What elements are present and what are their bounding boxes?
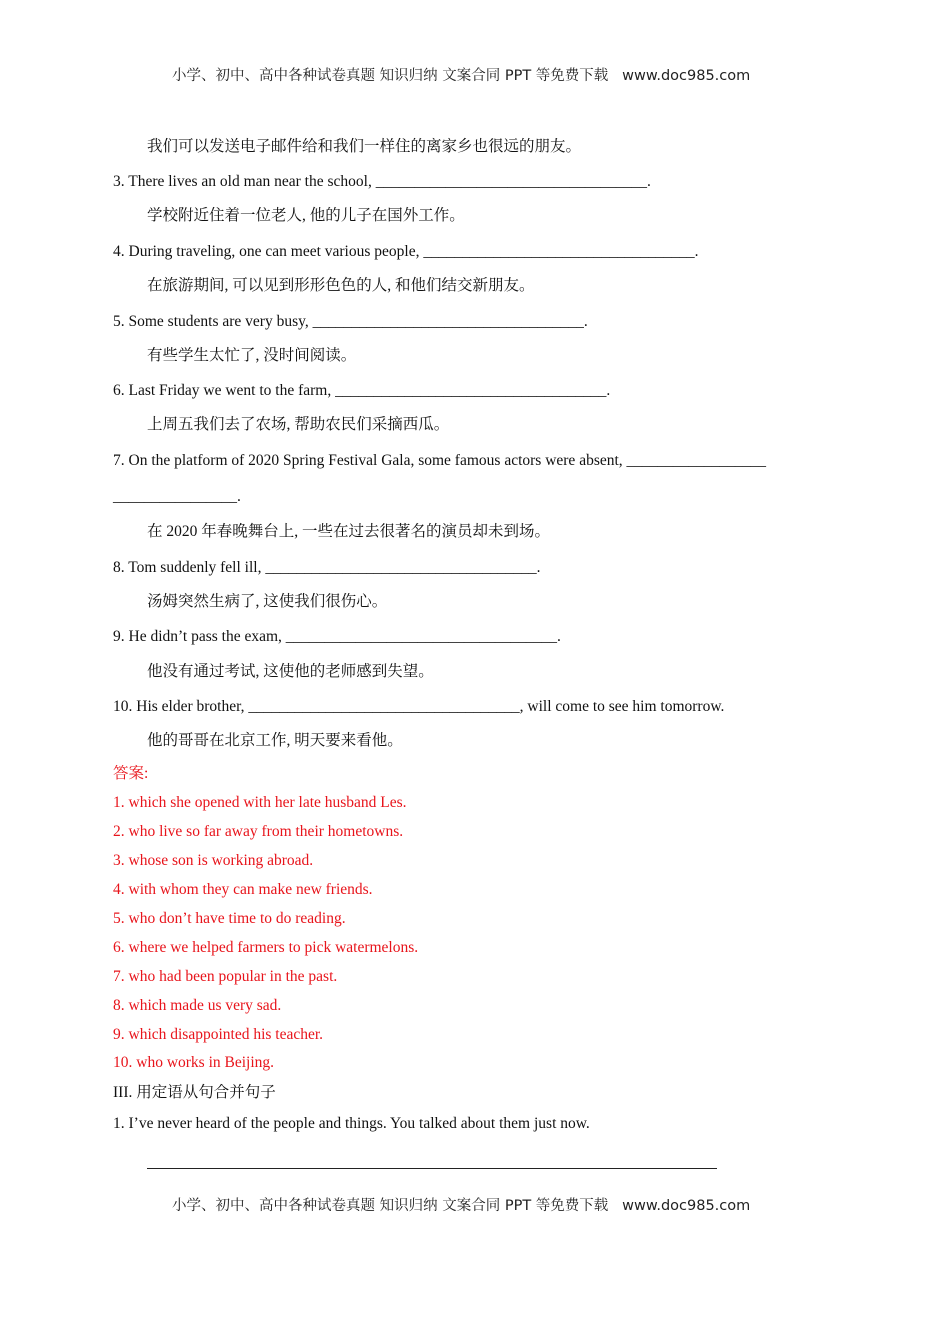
translation-6: 上周五我们去了农场, 帮助农民们采摘西瓜。 [147,416,450,433]
answers-title: 答案: [113,765,149,782]
question-4: 4. During traveling, one can meet various people, ___________________________________. [113,243,699,260]
translation-4: 在旅游期间, 可以见到形形色色的人, 和他们结交新朋友。 [147,277,535,294]
section-3-heading: III. 用定语从句合并句子 [113,1084,276,1101]
question-5: 5. Some students are very busy, ___________________________________. [113,313,588,330]
answer-blank-line [147,1168,717,1169]
answer-8: 8. which made us very sad. [113,997,282,1014]
answer-2: 2. who live so far away from their hometowns. [113,823,404,840]
question-9: 9. He didn’t pass the exam, ___________________________________. [113,628,561,645]
answer-5: 5. who don’t have time to do reading. [113,910,346,927]
question-8: 8. Tom suddenly fell ill, ___________________________________. [113,559,541,576]
question-7: 7. On the platform of 2020 Spring Festival Gala, some famous actors were absent, __________________ [113,452,767,469]
translation-10: 他的哥哥在北京工作, 明天要来看他。 [147,732,403,749]
translation-9: 他没有通过考试, 这使他的老师感到失望。 [147,663,434,680]
answer-3: 3. whose son is working abroad. [113,852,314,869]
translation-7: 在 2020 年春晚舞台上, 一些在过去很著名的演员却未到场。 [147,523,551,540]
answer-1: 1. which she opened with her late husband Les. [113,794,407,811]
answer-10: 10. who works in Beijing. [113,1054,275,1071]
answer-7: 7. who had been popular in the past. [113,968,338,985]
translation-5: 有些学生太忙了, 没时间阅读。 [147,347,357,364]
page-footer: 小学、初中、高中各种试卷真题 知识归纳 文案合同 PPT 等免费下载 www.doc985.com [172,1198,751,1214]
translation-3: 学校附近住着一位老人, 他的儿子在国外工作。 [147,207,465,224]
answer-4: 4. with whom they can make new friends. [113,881,373,898]
page-header: 小学、初中、高中各种试卷真题 知识归纳 文案合同 PPT 等免费下载 www.doc985.com [172,68,751,84]
section-3-question-1: 1. I’ve never heard of the people and things. You talked about them just now. [113,1115,590,1132]
answer-9: 9. which disappointed his teacher. [113,1026,324,1043]
translation-2: 我们可以发送电子邮件给和我们一样住的离家乡也很远的朋友。 [147,138,582,155]
question-10: 10. His elder brother, ___________________________________, will come to see him tomorrow. [113,698,725,715]
question-6: 6. Last Friday we went to the farm, ___________________________________. [113,382,611,399]
question-3: 3. There lives an old man near the school, ___________________________________. [113,173,651,190]
translation-8: 汤姆突然生病了, 这使我们很伤心。 [147,593,388,610]
answer-6: 6. where we helped farmers to pick watermelons. [113,939,419,956]
question-7-continued: ________________. [113,488,241,505]
